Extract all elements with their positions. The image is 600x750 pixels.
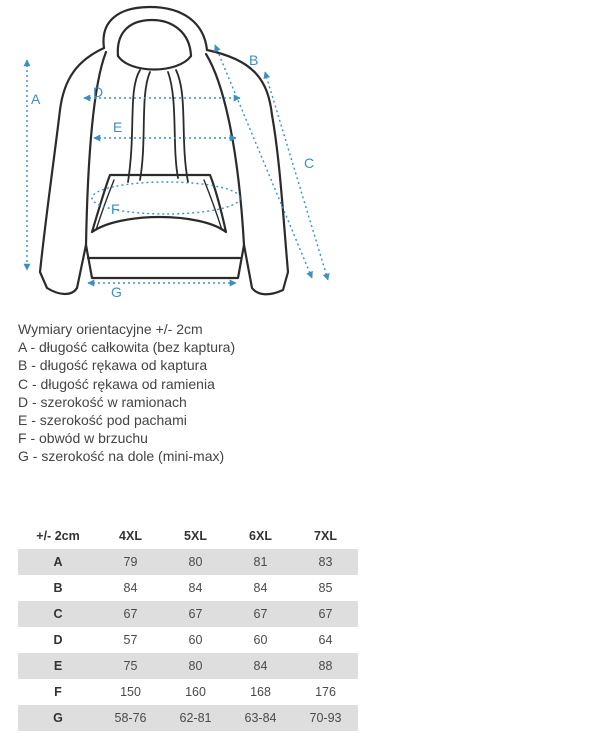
legend-item-a: A - długość całkowita (bez kaptura) — [18, 339, 236, 356]
dim-label-b: B — [249, 52, 259, 68]
table-cell: 60 — [253, 633, 268, 647]
table-cell: 80 — [163, 653, 228, 679]
table-cell: 85 — [318, 581, 333, 595]
table-cell: 84 — [228, 653, 293, 679]
table-row — [18, 627, 358, 653]
row-label: C — [18, 601, 98, 627]
table-cell: 79 — [98, 549, 163, 575]
table-row — [18, 679, 358, 705]
legend-item-e: E - szerokość pod pachami — [18, 412, 187, 429]
table-cell: 81 — [228, 549, 293, 575]
size-header-6xl: 6XL — [249, 529, 272, 543]
table-cell: 58-76 — [98, 705, 163, 731]
size-table — [18, 523, 358, 731]
dim-line-c — [265, 72, 328, 280]
dim-line-b — [215, 45, 315, 278]
table-corner-header: +/- 2cm — [36, 529, 80, 543]
table-cell: 63-84 — [228, 705, 293, 731]
table-row — [18, 575, 358, 601]
table-row — [18, 601, 358, 627]
table-row — [18, 705, 358, 731]
size-header-7xl: 7XL — [314, 529, 337, 543]
row-label: E — [18, 653, 98, 679]
legend-item-c: C - długość rękawa od ramienia — [18, 375, 215, 392]
table-cell: 150 — [120, 685, 141, 699]
table-cell: 70-93 — [293, 705, 358, 731]
table-cell: 67 — [98, 601, 163, 627]
table-row — [18, 549, 358, 575]
measurement-legend — [18, 320, 235, 466]
table-cell: 83 — [293, 549, 358, 575]
table-cell: 84 — [188, 581, 203, 595]
table-cell: 67 — [228, 601, 293, 627]
table-cell: 67 — [163, 601, 228, 627]
row-label: D — [53, 633, 63, 647]
table-cell: 67 — [293, 601, 358, 627]
dim-label-a: A — [31, 91, 41, 107]
size-header-5xl: 5XL — [184, 529, 207, 543]
table-cell: 84 — [123, 581, 138, 595]
row-label: G — [18, 705, 98, 731]
table-cell: 64 — [318, 633, 333, 647]
dim-label-e: E — [113, 119, 123, 135]
dim-label-f: F — [111, 201, 120, 217]
table-cell: 88 — [293, 653, 358, 679]
table-cell: 168 — [250, 685, 271, 699]
table-row — [18, 653, 358, 679]
row-label: F — [54, 685, 62, 699]
table-cell: 160 — [185, 685, 206, 699]
legend-item-g: G - szerokość na dole (mini-max) — [18, 448, 225, 465]
legend-title: Wymiary orientacyjne +/- 2cm — [18, 321, 203, 337]
table-cell: 60 — [188, 633, 203, 647]
table-cell: 57 — [123, 633, 138, 647]
row-label: B — [53, 581, 63, 595]
legend-item-d: D - szerokość w ramionach — [18, 393, 187, 410]
hoodie-outline — [40, 7, 288, 294]
table-cell: 62-81 — [163, 705, 228, 731]
hoodie-size-diagram — [0, 0, 600, 310]
size-header-4xl: 4XL — [119, 529, 142, 543]
dim-label-g: G — [111, 284, 122, 300]
dim-label-d: D — [93, 84, 104, 100]
table-cell: 84 — [253, 581, 268, 595]
table-cell: 80 — [163, 549, 228, 575]
table-cell: 176 — [315, 685, 336, 699]
legend-item-f: F - obwód w brzuchu — [18, 430, 148, 447]
table-header-row — [18, 523, 358, 549]
legend-item-b: B - długość rękawa od kaptura — [18, 357, 208, 374]
dim-label-c: C — [304, 155, 315, 171]
table-cell: 75 — [98, 653, 163, 679]
row-label: A — [18, 549, 98, 575]
